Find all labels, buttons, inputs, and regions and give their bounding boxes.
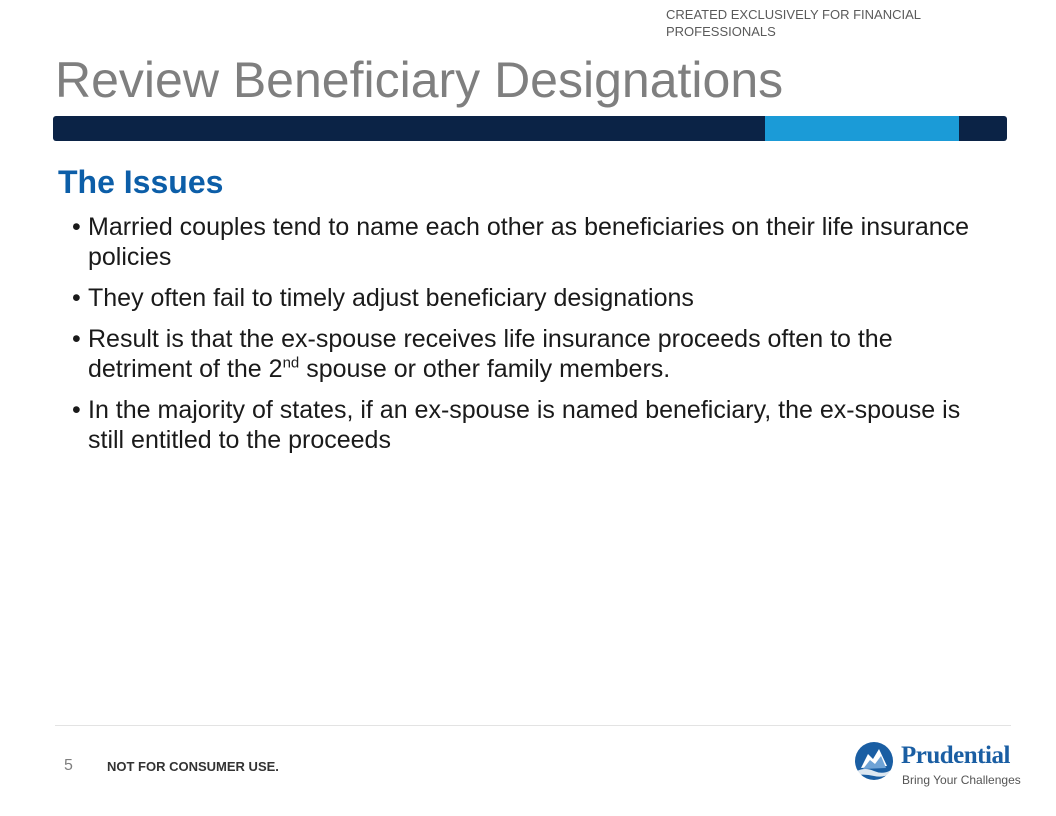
page-number: 5: [64, 757, 73, 774]
title-underline-bar: [53, 116, 1007, 141]
brand-tagline: Bring Your Challenges: [902, 773, 1021, 787]
bullet-marker: •: [72, 284, 81, 312]
bullet-item: [72, 395, 972, 455]
bullet-text: [88, 325, 893, 383]
bullet-marker: •: [72, 325, 81, 353]
ordinal-superscript: nd: [282, 354, 300, 372]
bullet-item: [72, 324, 972, 384]
bullet-text: Married couples tend to name each other as beneficiaries on their life insurance policies: [88, 213, 970, 271]
bullet-text: They often fail to timely adjust beneficiary designations: [88, 284, 694, 312]
prudential-logo: [853, 740, 1021, 792]
bullet-marker: •: [72, 396, 81, 424]
footer-divider: [55, 725, 1011, 726]
bullet-text-part: spouse or other family members.: [299, 355, 671, 383]
bullet-list: [72, 212, 972, 466]
title-bar-accent: [765, 116, 959, 141]
consumer-use-disclaimer: NOT FOR CONSUMER USE.: [107, 759, 279, 774]
slide-title: Review Beneficiary Designations: [55, 52, 784, 108]
bullet-item: [72, 283, 972, 313]
audience-disclaimer: CREATED EXCLUSIVELY FOR FINANCIAL PROFESSIONALS: [666, 7, 921, 39]
brand-name: Prudential: [901, 742, 1010, 769]
bullet-text-part: Result is that the ex-spouse receives life insurance proceeds often to the detriment of the 2: [88, 325, 893, 383]
bullet-marker: •: [72, 213, 81, 241]
bullet-item: [72, 212, 972, 272]
rock-of-gibraltar-icon: [853, 740, 895, 782]
section-heading: The Issues: [58, 164, 224, 200]
bullet-text: In the majority of states, if an ex-spouse is named beneficiary, the ex-spouse is still entitled to the proceeds: [88, 396, 961, 454]
